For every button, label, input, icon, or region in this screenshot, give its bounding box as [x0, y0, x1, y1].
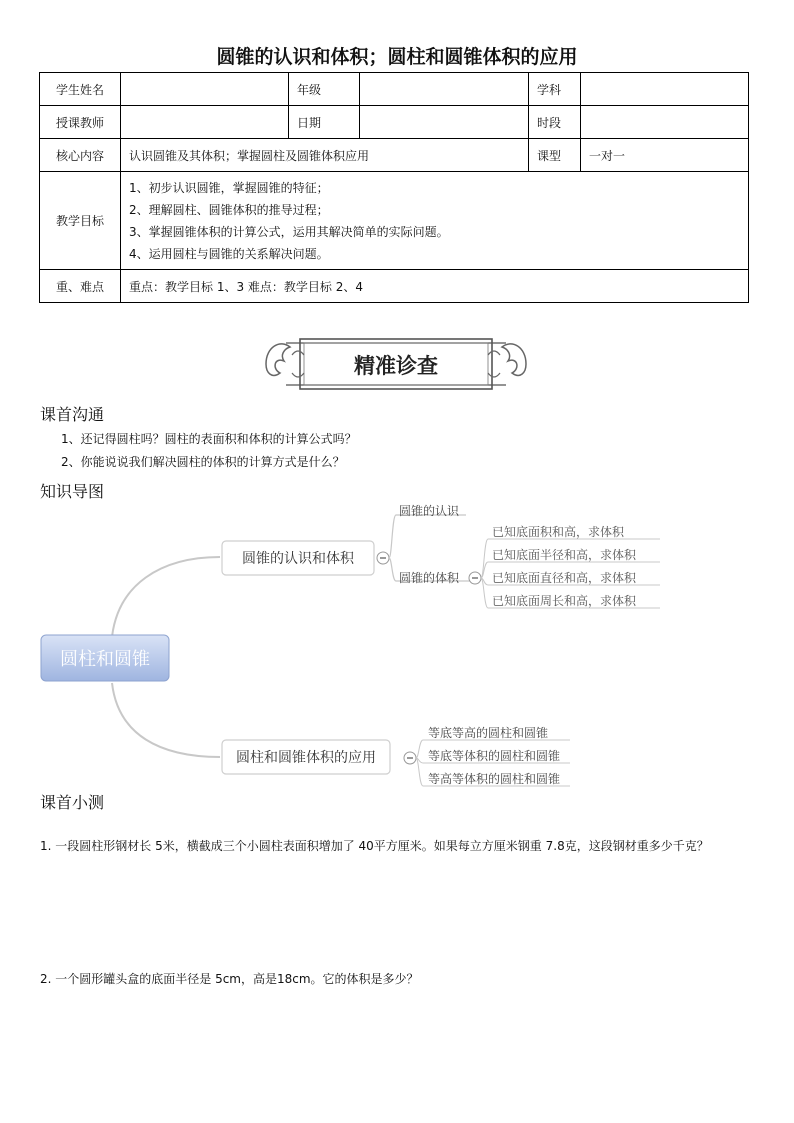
lesson-info-table [39, 72, 749, 303]
mindmap-sub: 圆锥的体积 [399, 571, 460, 585]
period-value [581, 106, 749, 139]
period-label: 时段 [529, 106, 581, 139]
type-value: 一对一 [581, 139, 749, 172]
problem-item: 2. 一个圆形罐头盒的底面半径是 5cm，高是18cm。它的体积是多少？ [40, 972, 419, 986]
type-label: 课型 [529, 139, 581, 172]
grade-label: 年级 [289, 73, 360, 106]
section-banner [262, 333, 530, 395]
mindmap-leaf: 已知底面直径和高，求体积 [492, 571, 637, 585]
key-label: 重、难点 [40, 270, 121, 303]
mindmap-branch: 圆锥的认识和体积 [242, 551, 354, 567]
section-title: 课首小测 [40, 793, 105, 812]
mindmap-sub: 圆锥的认识 [399, 504, 460, 518]
goal-item: 3、掌握圆锥体积的计算公式，运用其解决简单的实际问题。 [129, 224, 449, 239]
teacher-value [121, 106, 289, 139]
mindmap-root: 圆柱和圆锥 [60, 649, 150, 670]
mindmap-leaf: 已知底面周长和高，求体积 [492, 594, 637, 608]
student-label: 学生姓名 [40, 73, 121, 106]
section-title: 课首沟通 [40, 405, 105, 424]
teacher-label: 授课教师 [40, 106, 121, 139]
core-label: 核心内容 [40, 139, 121, 172]
mindmap-branch: 圆柱和圆锥体积的应用 [236, 750, 376, 766]
mindmap-leaf: 等高等体积的圆柱和圆锥 [428, 772, 561, 786]
banner-title: 精准诊查 [354, 354, 438, 378]
question-item: 1、还记得圆柱吗？圆柱的表面积和体积的计算公式吗？ [61, 432, 357, 446]
subject-value [581, 73, 749, 106]
goal-item: 1、初步认识圆锥，掌握圆锥的特征； [129, 180, 329, 195]
goals-list [121, 172, 749, 270]
student-value [121, 73, 289, 106]
mind-map [0, 495, 794, 795]
page-title: 圆锥的认识和体积；圆柱和圆锥体积的应用 [216, 46, 578, 68]
section-title: 知识导图 [40, 482, 105, 501]
goals-label: 教学目标 [40, 172, 121, 270]
goal-item: 2、理解圆柱、圆锥体积的推导过程； [129, 202, 329, 217]
goal-item: 4、运用圆柱与圆锥的关系解决问题。 [129, 246, 329, 261]
key-value: 重点：教学目标 1、3 难点：教学目标 2、4 [121, 270, 749, 303]
date-label: 日期 [289, 106, 360, 139]
grade-value [360, 73, 529, 106]
subject-label: 学科 [529, 73, 581, 106]
mindmap-leaf: 等底等体积的圆柱和圆锥 [428, 749, 561, 763]
mindmap-leaf: 等底等高的圆柱和圆锥 [428, 726, 549, 740]
question-item: 2、你能说说我们解决圆柱的体积的计算方式是什么？ [61, 455, 345, 469]
mindmap-leaf: 已知底面半径和高，求体积 [492, 548, 637, 562]
date-value [360, 106, 529, 139]
mindmap-leaf: 已知底面积和高，求体积 [492, 525, 625, 539]
problem-item: 1. 一段圆柱形钢材长 5米，横截成三个小圆柱表面积增加了 40平方厘米。如果每立方厘米钢重 7.8克，这段钢材重多少千克？ [40, 839, 709, 853]
core-value: 认识圆锥及其体积；掌握圆柱及圆锥体积应用 [121, 139, 529, 172]
